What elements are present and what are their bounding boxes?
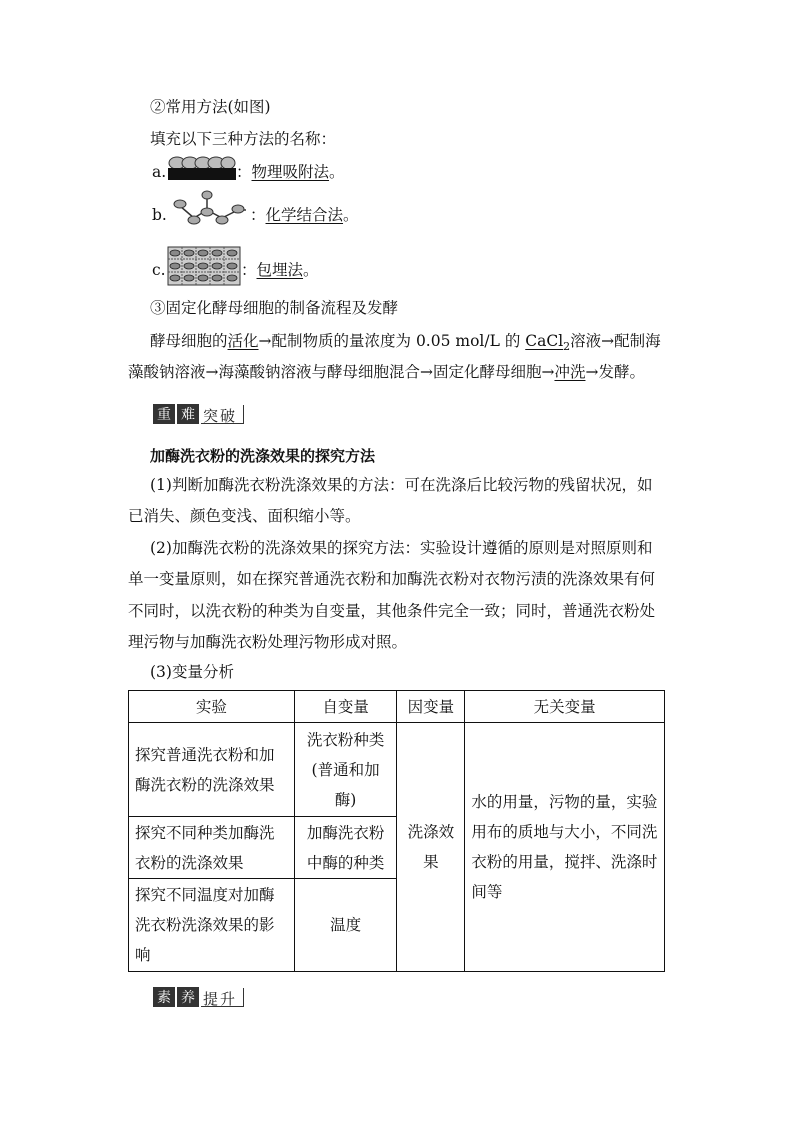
section-title-enzyme: 加酶洗衣粉的洗涤效果的探究方法 [150, 447, 376, 465]
para2-line3: 不同时，以洗衣粉的种类为自变量，其他条件完全一致；同时，普通洗衣粉处 [128, 602, 656, 620]
method-b-answer: 化学结合法 [265, 206, 344, 224]
para1-line1: (1)判断加酶洗衣粉洗涤效果的方法：可在洗涤后比较污物的残留状况，如 [150, 476, 653, 494]
cell-line: 洗衣粉洗涤效果的影 [135, 916, 275, 934]
independent-variable-cell [294, 817, 397, 879]
badge-text: 突破 [201, 405, 244, 424]
cell-line: 用布的质地与大小，不同洗 [471, 823, 658, 841]
yeast-paragraph-line1 [150, 331, 661, 357]
irrelevant-variable-cell [465, 723, 665, 972]
physical-adsorption-figure [168, 155, 236, 181]
variable-analysis-table [128, 690, 665, 972]
cacl-text: CaCl [525, 332, 564, 350]
cell-line: 中酶的种类 [306, 853, 385, 872]
method-b-label: b. [152, 206, 167, 224]
badge-text: 提升 [201, 988, 244, 1007]
cell-line: 衣粉的用量，搅拌、洗涤时 [471, 853, 658, 871]
section-badge-literacy [153, 987, 244, 1007]
cell-line: (普通和加 [311, 760, 380, 779]
answer-rinse: 冲洗 [554, 363, 586, 381]
para2-line2: 单一变量原则，如在探究普通洗衣粉和加酶洗衣粉对衣物污渍的洗涤效果有何 [128, 570, 656, 588]
yeast-paragraph-line2 [128, 362, 645, 382]
method-b-end: 。 [343, 206, 359, 224]
method-a-row [152, 162, 166, 182]
header-cell: 因变量 [397, 691, 465, 723]
method-c-end: 。 [303, 261, 319, 279]
answer-cacl2 [525, 332, 571, 354]
method-a-end: 。 [329, 163, 345, 181]
section-heading-methods: ②常用方法(如图) [150, 98, 271, 116]
method-c-answer: 包埋法 [256, 261, 304, 279]
text-run: →发酵。 [585, 363, 645, 381]
badge-char: 重 [153, 404, 175, 424]
text-run: 溶液→配制海 [570, 332, 661, 350]
cell-line: 酶洗衣粉的洗涤效果 [135, 775, 275, 794]
experiment-cell [129, 723, 295, 817]
para2-line4: 理污物与加酶洗衣粉处理污物形成对照。 [128, 633, 408, 651]
header-cell: 无关变量 [465, 691, 665, 723]
independent-variable-cell [294, 879, 397, 972]
cacl-subscript: 2 [563, 340, 571, 354]
cell-line: 水的用量，污物的量，实验 [471, 793, 658, 811]
para1-line2: 已消失、颜色变浅、面积缩小等。 [128, 507, 361, 525]
cell-line: 洗衣粉种类 [306, 730, 385, 749]
text-run: 酵母细胞的 [150, 332, 228, 350]
answer-activation: 活化 [227, 332, 259, 350]
dependent-variable-cell [397, 723, 465, 972]
badge-char: 素 [153, 987, 175, 1007]
cell-line: 酶) [334, 790, 357, 809]
method-c-colon: ： [241, 261, 257, 279]
independent-variable-cell [294, 723, 397, 817]
method-a-label: a. [152, 163, 167, 181]
method-a-colon: ： [236, 163, 252, 181]
badge-char: 难 [177, 404, 199, 424]
badge-char: 养 [177, 987, 199, 1007]
fill-instruction: 填充以下三种方法的名称： [150, 130, 337, 148]
table-row [129, 723, 665, 817]
cell-line: 温度 [330, 916, 362, 934]
method-c-label: c. [152, 261, 166, 279]
text-run: →配制物质的量浓度为 0.05 mol/L 的 [258, 332, 526, 350]
chemical-binding-figure [170, 188, 250, 230]
method-a-answer: 物理吸附法 [251, 163, 330, 181]
embedding-figure [167, 246, 241, 286]
cell-line: 加酶洗衣粉 [306, 823, 385, 842]
cell-line: 探究不同温度对加酶 [135, 886, 275, 904]
cell-line: 间等 [471, 883, 503, 901]
experiment-cell [129, 817, 295, 879]
para3-heading: (3)变量分析 [150, 663, 234, 681]
experiment-cell [129, 879, 295, 972]
text-run: 藻酸钠溶液→海藻酸钠溶液与酵母细胞混合→固定化酵母细胞→ [128, 363, 555, 381]
cell-line: 果 [423, 853, 439, 871]
header-cell: 实验 [129, 691, 295, 723]
table-header-row [129, 691, 665, 723]
header-cell: 自变量 [294, 691, 397, 723]
section-heading-yeast: ③固定化酵母细胞的制备流程及发酵 [150, 299, 399, 317]
cell-line: 探究普通洗衣粉和加 [135, 745, 275, 764]
method-b-colon: ： [250, 206, 266, 224]
cell-line: 探究不同种类加酶洗 [135, 823, 275, 842]
para2-line1: (2)加酶洗衣粉的洗涤效果的探究方法：实验设计遵循的原则是对照原则和 [150, 539, 653, 557]
section-badge-key-points [153, 404, 244, 424]
cell-line: 洗涤效 [407, 823, 455, 841]
cell-line: 衣粉的洗涤效果 [135, 853, 244, 872]
cell-line: 响 [135, 946, 151, 964]
